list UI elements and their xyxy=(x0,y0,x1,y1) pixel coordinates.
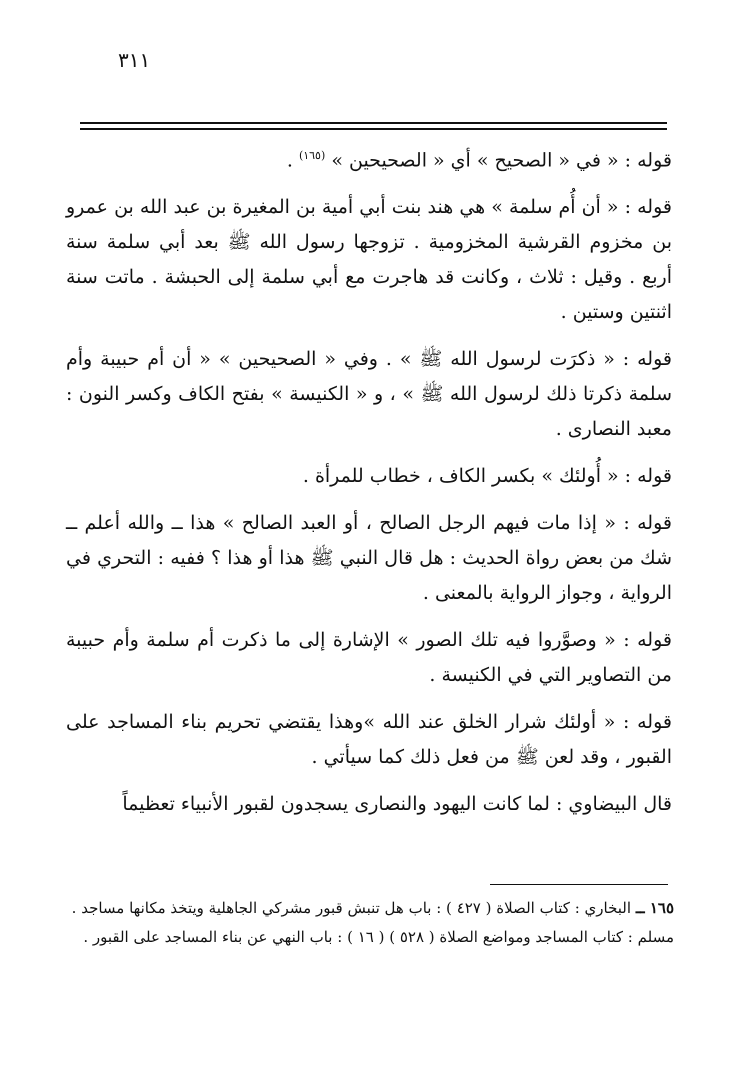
paragraph-4: قوله : « أُولئك » بكسر الكاف ، خطاب للمرأة . xyxy=(302,465,672,488)
main-text xyxy=(66,138,672,834)
footnote-2 xyxy=(64,925,674,950)
paragraph-1 xyxy=(66,138,672,178)
footnote-number: ١٦٥ ــ xyxy=(635,899,674,917)
paragraph-5: قوله : « إذا مات فيهم الرجل الصالح ، أو العبد الصالح » هذا ــ والله أعلم ــ شك من بعض رواة الحديث : هل قال النبي ﷺ هذا أو هذا ؟ ففيه : التحري في الرواية ، وجواز الرواية بالمعنى . xyxy=(66,512,672,605)
paragraph-6: قوله : « وصوَّروا فيه تلك الصور » الإشارة إلى ما ذكرت أم سلمة وأم حبيبة من التصاوير التي في الكنيسة . xyxy=(66,629,672,687)
footnote-ref: (١٦٥) xyxy=(298,149,326,162)
footnote-text: مسلم : كتاب المساجد ومواضع الصلاة ( ٥٢٨ ) ( ١٦ ) : باب النهي عن بناء المساجد على القبور . xyxy=(83,928,674,946)
paragraph-7: قوله : « أولئك شرار الخلق عند الله »وهذا يقتضي تحريم بناء المساجد على القبور ، وقد لعن ﷺ من فعل ذلك كما سيأتي . xyxy=(66,711,672,769)
footnote-1 xyxy=(64,896,674,921)
paragraph-3: قوله : « ذكرَت لرسول الله ﷺ » . وفي « الصحيحين » « أن أم حبيبة وأم سلمة ذكرتا ذلك لرسول الله ﷺ » ، و « الكنيسة » بفتح الكاف وكسر النون : معبد النصارى . xyxy=(66,348,672,441)
paragraph-8: قال البيضاوي : لما كانت اليهود والنصارى يسجدون لقبور الأنبياء تعظيماً xyxy=(122,793,672,816)
header-rule-top xyxy=(80,122,667,124)
footnote-separator xyxy=(490,884,668,885)
page-number: ٣١١ xyxy=(118,48,151,72)
footnotes xyxy=(64,896,674,954)
footnote-text: البخاري : كتاب الصلاة ( ٤٢٧ ) : باب هل تنبش قبور مشركي الجاهلية ويتخذ مكانها مساجد . xyxy=(71,899,632,917)
paragraph-2: قوله : « أن أُم سلمة » هي هند بنت أبي أمية بن المغيرة بن عبد الله بن عمرو بن مخزوم القرشية المخزومية . تزوجها رسول الله ﷺ بعد أبي سلمة سنة أربع . وقيل : ثلاث ، وكانت قد هاجرت مع أبي سلمة إلى الحبشة . ماتت سنة اثنتين وستين . xyxy=(66,196,672,324)
paragraph-tail: . xyxy=(286,149,299,172)
header-rule-bottom xyxy=(80,128,667,130)
paragraph-text: قوله : « في « الصحيح » أي « الصحيحين » xyxy=(331,149,672,172)
